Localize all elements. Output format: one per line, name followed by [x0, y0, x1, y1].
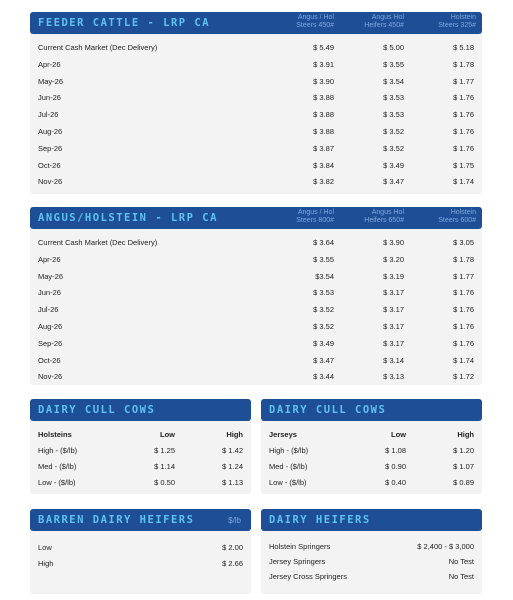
- row-value: $ 1.14: [154, 462, 175, 471]
- row-value: $ 1.76: [453, 93, 474, 103]
- row-label: High: [38, 559, 54, 568]
- cull-jersey-row: [261, 459, 482, 475]
- row-value: $ 3.49: [383, 160, 404, 170]
- row-label: Oct-26: [38, 355, 61, 365]
- row-label: Med - ($/lb): [269, 462, 308, 471]
- row-value: $ 3.17: [383, 305, 404, 315]
- row-value: $ 3.88: [313, 93, 334, 103]
- row-label: Oct-26: [38, 160, 61, 170]
- row-value: $ 3.52: [313, 305, 334, 315]
- row-value: $ 5.00: [383, 43, 404, 52]
- feeder-row: [30, 158, 482, 174]
- cull-holstein-title: DAIRY CULL COWS: [38, 404, 156, 416]
- row-label: Jersey Cross Springers: [269, 572, 347, 581]
- row-value: $ 3.84: [313, 160, 334, 170]
- row-label: Aug-26: [38, 322, 63, 331]
- row-value: $ 1.76: [453, 110, 474, 120]
- row-value: $ 1.07: [453, 462, 474, 471]
- angus-row: [30, 285, 482, 301]
- angus-col-3: Holstein Steers 600#: [438, 209, 476, 224]
- feeder-row: [30, 107, 482, 123]
- row-label: Low: [38, 543, 52, 552]
- row-value: $ 0.89: [453, 478, 474, 487]
- cull-jersey-title: DAIRY CULL COWS: [269, 404, 387, 416]
- row-label: Apr-26: [38, 59, 61, 69]
- row-value: $ 3.47: [383, 177, 404, 187]
- feeder-row: [30, 74, 482, 90]
- feeder-row: [30, 57, 482, 73]
- row-value: $ 3.17: [383, 322, 404, 331]
- row-value: $ 1.77: [453, 76, 474, 86]
- row-value: $ 3.52: [383, 127, 404, 136]
- row-value: $ 1.25: [154, 446, 175, 455]
- barren-row: [30, 556, 251, 572]
- cull-holstein-panel: [30, 399, 251, 494]
- row-value: $ 3.20: [383, 254, 404, 264]
- row-value: $ 1.76: [453, 322, 474, 331]
- cull-holstein-row: [30, 459, 251, 475]
- row-label: Jun-26: [38, 93, 61, 103]
- row-value: $ 3.87: [313, 143, 334, 153]
- row-value: $ 1.76: [453, 288, 474, 298]
- row-label: Nov-26: [38, 372, 63, 382]
- row-label: Current Cash Market (Dec Delivery): [38, 238, 158, 247]
- feeder-row: [30, 174, 482, 190]
- row-value: $ 1.08: [385, 446, 406, 455]
- row-label: Sep-26: [38, 338, 63, 348]
- row-value: $ 3.19: [383, 271, 404, 281]
- row-label: High - ($/lb): [38, 446, 78, 455]
- row-value: $ 1.72: [453, 372, 474, 382]
- row-value: $ 3.14: [383, 355, 404, 365]
- row-value: $ 2.66: [222, 559, 243, 568]
- barren-heifers-panel: [30, 509, 251, 594]
- row-value: $3.54: [315, 271, 334, 281]
- row-value: $ 3.82: [313, 177, 334, 187]
- feeder-col-2: Angus Hol Heifers 450#: [364, 14, 404, 29]
- row-label: Jul-26: [38, 110, 59, 120]
- row-value: $ 1.76: [453, 305, 474, 315]
- cull-holstein-header: [30, 399, 251, 421]
- angus-row: [30, 269, 482, 285]
- feeder-cattle-title: FEEDER CATTLE - LRP CA: [38, 17, 211, 29]
- row-value: $ 0.50: [154, 478, 175, 487]
- row-value: $ 1.75: [453, 160, 474, 170]
- row-value: $ 3.55: [383, 59, 404, 69]
- feeder-row: [30, 141, 482, 157]
- row-value: $ 1.77: [453, 271, 474, 281]
- row-label: May-26: [38, 271, 64, 281]
- row-label: Nov-26: [38, 177, 63, 187]
- row-value: $ 3.52: [383, 143, 404, 153]
- row-label: Jersey Springers: [269, 557, 326, 566]
- row-label: Low - ($/lb): [269, 478, 307, 487]
- row-value: $ 3.13: [383, 372, 404, 382]
- row-value: $ 3.64: [313, 238, 334, 247]
- row-value: $ 1.76: [453, 127, 474, 136]
- row-value: $ 3.54: [383, 76, 404, 86]
- row-value: $ 3.49: [313, 338, 334, 348]
- row-value: $ 1.42: [222, 446, 243, 455]
- cull-jersey-row: [261, 443, 482, 459]
- row-value: $ 1.74: [453, 355, 474, 365]
- cull-jersey-head-row: Jerseys Low High: [269, 430, 474, 439]
- row-value: $ 3.91: [313, 59, 334, 69]
- row-value: $ 3.55: [313, 254, 334, 264]
- feeder-col-1: Angus / Hol Steers 450#: [296, 14, 334, 29]
- row-value: $ 3.17: [383, 288, 404, 298]
- row-value: $ 0.90: [385, 462, 406, 471]
- heifers-row: [261, 539, 482, 555]
- row-label: Holstein Springers: [269, 542, 331, 551]
- cull-jersey-panel: [261, 399, 482, 494]
- feeder-row: [30, 90, 482, 106]
- heifers-row: [261, 569, 482, 585]
- row-value: No Test: [448, 572, 474, 581]
- row-label: Aug-26: [38, 127, 63, 136]
- row-value: $ 3.47: [313, 355, 334, 365]
- row-label: Low - ($/lb): [38, 478, 76, 487]
- heifers-row: [261, 554, 482, 570]
- angus-holstein-panel: [30, 207, 482, 385]
- row-value: $ 1.78: [453, 59, 474, 69]
- row-label: May-26: [38, 76, 64, 86]
- barren-heifers-unit: $/lb: [228, 515, 241, 525]
- row-value: $ 2,400 - $ 3,000: [417, 542, 474, 551]
- angus-holstein-title: ANGUS/HOLSTEIN - LRP CA: [38, 212, 218, 224]
- dairy-heifers-panel: [261, 509, 482, 594]
- cull-jersey-row: [261, 475, 482, 491]
- row-value: $ 2.00: [222, 543, 243, 552]
- row-value: $ 3.17: [383, 338, 404, 348]
- row-value: $ 3.52: [313, 322, 334, 331]
- cull-holstein-row: [30, 443, 251, 459]
- row-label: Jun-26: [38, 288, 61, 298]
- barren-heifers-title: BARREN DAIRY HEIFERS: [38, 514, 195, 526]
- row-label: Current Cash Market (Dec Delivery): [38, 43, 158, 52]
- angus-row: [30, 319, 482, 335]
- angus-row: [30, 302, 482, 318]
- row-label: High - ($/lb): [269, 446, 309, 455]
- row-value: $ 3.05: [453, 238, 474, 247]
- dairy-heifers-header: [261, 509, 482, 531]
- row-value: $ 3.90: [313, 76, 334, 86]
- row-label: Sep-26: [38, 143, 63, 153]
- cull-holstein-head-row: Holsteins Low High: [38, 430, 243, 439]
- row-value: $ 3.88: [313, 127, 334, 136]
- barren-row: [30, 540, 251, 556]
- dairy-heifers-title: DAIRY HEIFERS: [269, 514, 371, 526]
- angus-row: [30, 252, 482, 268]
- angus-row: [30, 369, 482, 385]
- row-value: $ 1.76: [453, 338, 474, 348]
- row-value: $ 3.88: [313, 110, 334, 120]
- feeder-cattle-panel: [30, 12, 482, 194]
- cull-jersey-header: [261, 399, 482, 421]
- row-value: $ 3.44: [313, 372, 334, 382]
- feeder-row: [30, 124, 482, 140]
- feeder-row: [30, 40, 482, 56]
- row-value: $ 1.24: [222, 462, 243, 471]
- row-value: $ 3.53: [383, 110, 404, 120]
- angus-row: [30, 353, 482, 369]
- angus-row: [30, 235, 482, 251]
- row-value: $ 1.78: [453, 254, 474, 264]
- row-value: $ 3.53: [313, 288, 334, 298]
- angus-col-2: Angus Hol Heifers 650#: [364, 209, 404, 224]
- barren-heifers-header: [30, 509, 251, 531]
- row-value: $ 3.90: [383, 238, 404, 247]
- feeder-cattle-header: [30, 12, 482, 34]
- feeder-col-3: Holstein Steers 325#: [438, 14, 476, 29]
- row-label: Med - ($/lb): [38, 462, 77, 471]
- row-label: Apr-26: [38, 254, 61, 264]
- row-value: $ 3.53: [383, 93, 404, 103]
- row-value: $ 1.74: [453, 177, 474, 187]
- row-value: $ 1.13: [222, 478, 243, 487]
- row-value: $ 1.76: [453, 143, 474, 153]
- angus-col-1: Angus / Hol Steers 800#: [296, 209, 334, 224]
- row-label: Jul-26: [38, 305, 59, 315]
- row-value: $ 0.40: [385, 478, 406, 487]
- row-value: $ 5.49: [313, 43, 334, 52]
- row-value: $ 5.18: [453, 43, 474, 52]
- row-value: $ 1.20: [453, 446, 474, 455]
- angus-row: [30, 336, 482, 352]
- row-value: No Test: [448, 557, 474, 566]
- cull-holstein-row: [30, 475, 251, 491]
- angus-holstein-header: [30, 207, 482, 229]
